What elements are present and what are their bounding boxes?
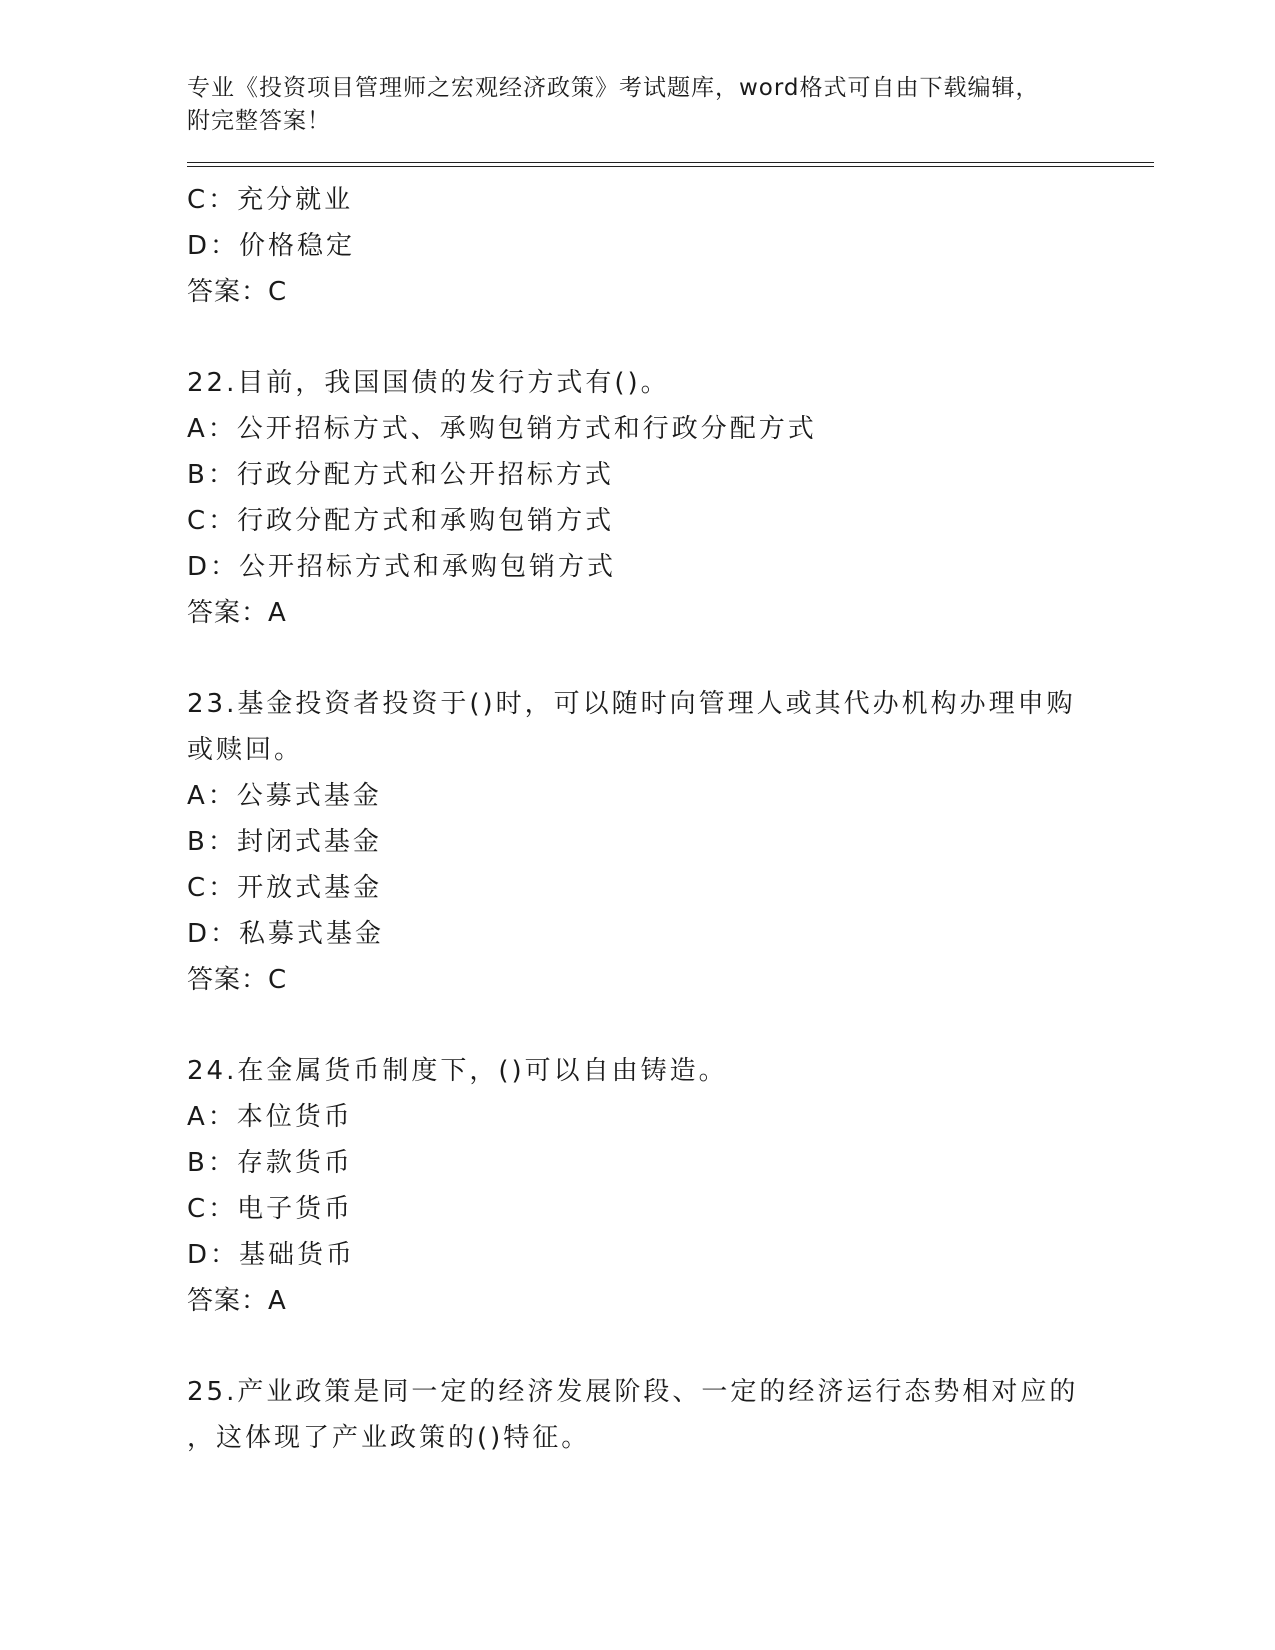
answer-text: 答案：A: [187, 1286, 287, 1316]
option-c: C：充分就业: [187, 185, 354, 215]
question-stem-line-1: 25.产业政策是同一定的经济发展阶段、一定的经济运行态势相对应的: [187, 1377, 1079, 1407]
question-23: [187, 681, 1154, 1003]
option-a: A：公募式基金: [187, 781, 382, 811]
document-header: [187, 72, 1154, 138]
document-page: [187, 72, 1154, 1461]
option-b: B：存款货币: [187, 1148, 353, 1178]
answer-text: 答案：C: [187, 965, 288, 995]
option-c: C：开放式基金: [187, 873, 383, 903]
question-list: [187, 177, 1154, 1461]
option-b: B：封闭式基金: [187, 827, 382, 857]
question-stem-line-1: 23.基金投资者投资于()时，可以随时向管理人或其代办机构办理申购: [187, 689, 1076, 719]
option-d: D：基础货币: [187, 1240, 356, 1270]
question-24: [187, 1048, 1154, 1324]
option-d: D：价格稳定: [187, 231, 356, 261]
question-22: [187, 360, 1154, 636]
header-line-1: 专业《投资项目管理师之宏观经济政策》考试题库，word格式可自由下载编辑，: [187, 75, 1040, 101]
option-c: C：电子货币: [187, 1194, 354, 1224]
question-stem-line-2: 或赎回。: [187, 735, 304, 765]
option-a: A：公开招标方式、承购包销方式和行政分配方式: [187, 414, 817, 444]
question-25: [187, 1369, 1154, 1461]
answer-text: 答案：A: [187, 598, 287, 628]
option-b: B：行政分配方式和公开招标方式: [187, 460, 614, 490]
header-divider: [187, 162, 1154, 167]
option-c: C：行政分配方式和承购包销方式: [187, 506, 615, 536]
option-d: D：公开招标方式和承购包销方式: [187, 552, 617, 582]
question-21-continued: [187, 177, 1154, 315]
question-stem-line-2: ，这体现了产业政策的()特征。: [187, 1423, 591, 1453]
header-line-2: 附完整答案！: [187, 108, 331, 134]
option-d: D：私募式基金: [187, 919, 385, 949]
question-stem: 24.在金属货币制度下，()可以自由铸造。: [187, 1056, 728, 1086]
question-stem: 22.目前，我国国债的发行方式有()。: [187, 368, 670, 398]
answer-text: 答案：C: [187, 277, 288, 307]
option-a: A：本位货币: [187, 1102, 353, 1132]
